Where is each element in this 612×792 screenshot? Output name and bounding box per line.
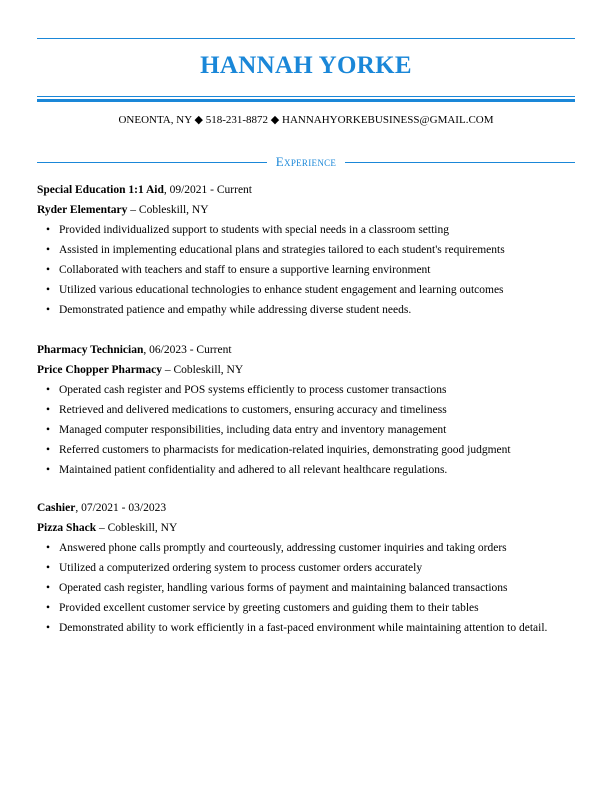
bullet-item: • Referred customers to pharmacists for medication-related inquiries, demonstrating good judgment [37, 440, 582, 460]
job-dates: , 06/2023 - Current [143, 344, 232, 356]
bullet-item: • Provided excellent customer service by greeting customers and guiding them to their tables [37, 598, 582, 618]
name-divider-thick [37, 99, 575, 102]
job-location: – Cobleskill, NY [96, 522, 178, 534]
bullet-item: • Maintained patient confidentiality and adhered to all relevant healthcare regulations. [37, 460, 582, 480]
bullet-item: • Managed computer responsibilities, including data entry and inventory management [37, 420, 582, 440]
section-title: Experience [275, 154, 337, 169]
job-title-line [37, 498, 582, 518]
bullet-item: • Collaborated with teachers and staff to ensure a supportive learning environment [37, 260, 582, 280]
employer-line [37, 200, 582, 220]
separator-icon: ◆ [194, 114, 203, 126]
bullet-item: • Demonstrated ability to work efficiently in a fast-paced environment while maintaining attention to detail. [37, 618, 582, 638]
employer: Ryder Elementary [37, 204, 128, 216]
job-entry [37, 340, 582, 480]
bullet-item: • Provided individualized support to students with special needs in a classroom setting [37, 220, 582, 240]
bullet-item: • Operated cash register, handling various forms of payment and maintaining balanced transactions [37, 578, 582, 598]
job-bullets [37, 538, 582, 638]
job-bullets [37, 380, 582, 480]
bullet-item: • Operated cash register and POS systems efficiently to process customer transactions [37, 380, 582, 400]
job-title: Special Education 1:1 Aid [37, 184, 164, 196]
employer-line [37, 518, 582, 538]
bullet-item: • Demonstrated patience and empathy while addressing diverse student needs. [37, 300, 582, 320]
employer-line [37, 360, 582, 380]
job-title: Pharmacy Technician [37, 344, 144, 356]
job-bullets [37, 220, 582, 320]
section-heading-experience [37, 154, 575, 170]
bullet-item: • Assisted in implementing educational plans and strategies tailored to each student's requirements [37, 240, 582, 260]
contact-email: HANNAHYORKEBUSINESS@GMAIL.COM [282, 114, 494, 126]
top-divider [37, 38, 575, 39]
contact-phone: 518-231-8872 [205, 114, 269, 126]
job-title: Cashier [37, 502, 76, 514]
job-title-line [37, 180, 582, 200]
employer: Pizza Shack [37, 522, 97, 534]
bullet-item: • Utilized a computerized ordering system to process customer orders accurately [37, 558, 582, 578]
name-divider-thin [37, 96, 575, 97]
contact-line [0, 113, 612, 126]
job-title-line [37, 340, 582, 360]
job-entry [37, 498, 582, 638]
job-dates: , 07/2021 - 03/2023 [75, 502, 167, 514]
job-location: – Cobleskill, NY [161, 364, 244, 376]
bullet-item: • Utilized various educational technologies to enhance student engagement and learning outcomes [37, 280, 582, 300]
contact-location: ONEONTA, NY [118, 114, 192, 126]
section-divider [345, 162, 575, 163]
job-entry [37, 180, 582, 320]
bullet-item: • Retrieved and delivered medications to customers, ensuring accuracy and timeliness [37, 400, 582, 420]
bullet-item: • Answered phone calls promptly and courteously, addressing customer inquiries and taking orders [37, 538, 582, 558]
job-location: – Cobleskill, NY [127, 204, 209, 216]
job-dates: , 09/2021 - Current [163, 184, 252, 196]
separator-icon: ◆ [270, 114, 280, 126]
employer: Price Chopper Pharmacy [37, 364, 162, 376]
section-divider [37, 162, 267, 163]
candidate-name: HANNAH YORKE [200, 52, 412, 79]
